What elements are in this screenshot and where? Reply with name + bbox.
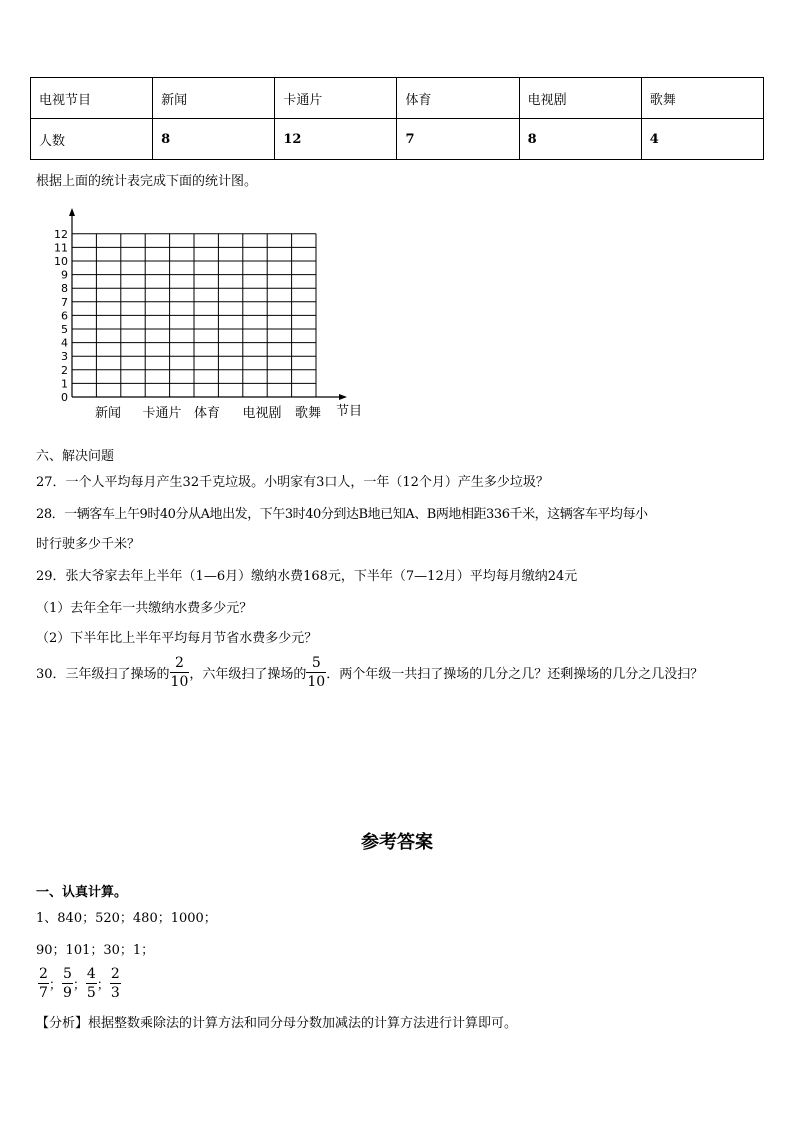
fraction [306,656,326,689]
fraction-numerator: 5 [311,654,321,671]
statistics-table [30,77,764,160]
y-tick-label: 8 [61,282,68,296]
table-header-row [31,78,764,119]
question-27: 27．一个人平均每月产生32千克垃圾。小明家有3口人，一年（12个月）产生多少垃圾？ [36,475,549,490]
fraction-numerator: 2 [110,965,120,982]
fraction-denominator: 5 [86,984,96,1001]
table-cell: 新闻 [153,78,275,119]
answers-line-1: 1、840；520；480；1000； [36,911,217,926]
answers-section-heading: 一、认真计算。 [36,885,128,900]
table-cell: 卡通片 [275,78,397,119]
table-cell: 7 [397,119,519,160]
question-29: 29．张大爷家去年上半年（1—6月）缴纳水费168元，下半年（7—12月）平均每月缴纳24元 [36,569,578,584]
fraction [38,967,49,1000]
table-cell: 8 [519,119,641,160]
y-tick-label: 11 [54,241,68,255]
y-tick-label: 7 [61,295,68,309]
table-cell: 歌舞 [641,78,763,119]
answers-line-2: 90；101；30；1； [36,943,155,958]
y-tick-label: 2 [61,363,68,377]
table-cell: 12 [275,119,397,160]
separator: ； [96,977,110,993]
x-category-label: 卡通片 [142,406,182,421]
x-axis-arrow-icon [339,394,347,400]
y-tick-label: 9 [61,268,68,282]
y-tick-label: 12 [54,227,68,241]
x-axis-label: 节目 [336,404,363,419]
question-28-line2: 时行驶多少千米？ [36,537,141,552]
answers-title: 参考答案 [361,832,433,853]
separator: ； [48,977,62,993]
x-category-label: 歌舞 [294,406,322,421]
fraction-numerator: 2 [39,965,48,982]
y-tick-label: 1 [61,377,68,391]
fraction-denominator: 10 [307,673,326,690]
answers-fraction-row [38,962,121,1004]
question-30-text-b: ，六年级扫了操场的 [189,666,307,682]
table-cell: 体育 [397,78,519,119]
y-tick-label: 5 [61,323,68,336]
table-cell: 人数 [31,119,153,160]
fraction-numerator: 4 [86,965,96,982]
fraction-numerator: 5 [62,965,72,982]
y-tick-label: 10 [54,255,68,268]
fraction [110,967,121,1000]
question-30 [36,652,703,692]
table-cell: 4 [641,119,763,160]
table-cell: 电视剧 [519,78,641,119]
fraction-numerator: 2 [175,654,184,671]
question-30-text-a: 30．三年级扫了操场的 [36,666,170,682]
fraction-denominator: 7 [39,984,48,1001]
y-axis-arrow-icon [69,208,75,216]
y-tick-label: 3 [61,350,68,364]
chart-instruction: 根据上面的统计表完成下面的统计图。 [36,174,258,189]
blank-bar-chart [40,200,370,430]
question-28-line1: 28．一辆客车上午9时40分从A地出发，下午3时40分到达B地已知A、B两地相距336千米，这辆客车平均每小 [36,507,648,522]
table-count-row [31,119,764,160]
question-29-part2: （2）下半年比上半年平均每月节省水费多少元？ [36,631,318,646]
fraction-denominator: 10 [170,673,189,690]
table-cell: 电视节目 [31,78,153,119]
x-category-label: 电视剧 [242,406,282,421]
answers-analysis: 【分析】根据整数乘除法的计算方法和同分母分数加减法的计算方法进行计算即可。 [36,1016,518,1031]
y-tick-label: 4 [61,336,68,350]
fraction-denominator: 3 [110,984,120,1001]
fraction [86,967,97,1000]
fraction [62,967,73,1000]
table-cell: 8 [153,119,275,160]
question-30-text-c: ．两个年级一共扫了操场的几分之几？还剩操场的几分之几没扫？ [326,666,704,682]
fraction [170,656,190,689]
x-category-label: 体育 [193,406,221,421]
section-heading: 六、解决问题 [36,449,115,464]
y-tick-label: 6 [61,309,68,323]
x-category-label: 新闻 [94,406,122,421]
fraction-denominator: 9 [62,984,72,1001]
separator: ； [72,977,86,993]
question-29-part1: （1）去年全年一共缴纳水费多少元？ [36,601,253,616]
y-tick-label: 0 [61,391,68,404]
